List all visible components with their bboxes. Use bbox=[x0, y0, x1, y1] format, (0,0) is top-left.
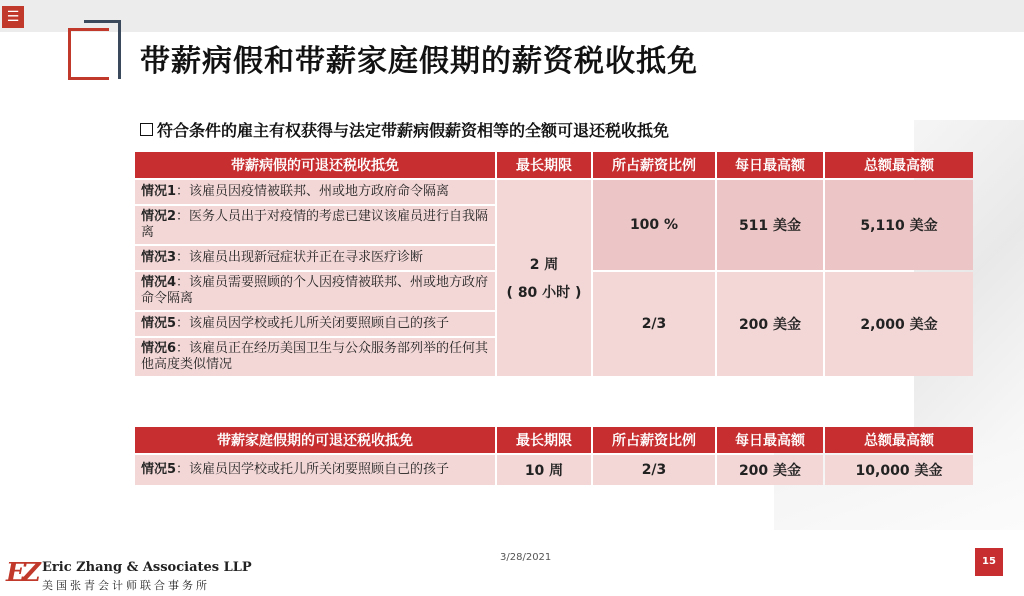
case-cell: 情况3：该雇员出现新冠症状并正在寻求医疗诊断 bbox=[135, 246, 495, 270]
slide-date: 3/28/2021 bbox=[500, 552, 552, 563]
total-max-cell: 5,110 美金 bbox=[825, 180, 973, 270]
case-cell: 情况4：该雇员需要照顾的个人因疫情被联邦、州或地方政府命令隔离 bbox=[135, 272, 495, 310]
ratio-cell: 2/3 bbox=[593, 272, 715, 376]
brand-name-chinese: 美国张青会计师联合事务所 bbox=[42, 579, 210, 592]
daily-max-cell: 200 美金 bbox=[717, 455, 823, 485]
daily-max-cell: 511 美金 bbox=[717, 180, 823, 270]
family-leave-table bbox=[133, 425, 975, 487]
table-row bbox=[135, 180, 973, 204]
brand-name: Eric Zhang & Associates LLP bbox=[42, 560, 252, 575]
case-cell: 情况6：该雇员正在经历美国卫生与公众服务部列举的任何其他高度类似情况 bbox=[135, 338, 495, 376]
total-max-cell: 10,000 美金 bbox=[825, 455, 973, 485]
checkbox-bullet-icon bbox=[140, 123, 153, 136]
case-cell: 情况5：该雇员因学校或托儿所关闭要照顾自己的孩子 bbox=[135, 455, 495, 485]
hamburger-menu-icon[interactable]: ☰ bbox=[2, 6, 24, 28]
ratio-cell: 100 % bbox=[593, 180, 715, 270]
case-cell: 情况2：医务人员出于对疫情的考虑已建议该雇员进行自我隔离 bbox=[135, 206, 495, 244]
ez-logo-icon: EZ bbox=[6, 558, 37, 588]
header-cell: 最长期限 bbox=[497, 152, 591, 178]
subtitle bbox=[140, 118, 669, 141]
header-cell: 总额最高额 bbox=[825, 152, 973, 178]
header-cell: 所占薪资比例 bbox=[593, 152, 715, 178]
page-number-badge: 15 bbox=[975, 548, 1003, 576]
header-cell: 带薪家庭假期的可退还税收抵免 bbox=[135, 427, 495, 453]
top-bar bbox=[0, 0, 1024, 32]
sick-table-header bbox=[135, 152, 973, 178]
sick-leave-table bbox=[133, 150, 975, 378]
daily-max-cell: 200 美金 bbox=[717, 272, 823, 376]
header-cell: 带薪病假的可退还税收抵免 bbox=[135, 152, 495, 178]
header-cell: 总额最高额 bbox=[825, 427, 973, 453]
header-cell: 所占薪资比例 bbox=[593, 427, 715, 453]
table-row bbox=[135, 455, 973, 485]
family-table-header bbox=[135, 427, 973, 453]
header-cell: 每日最高额 bbox=[717, 427, 823, 453]
page-title: 带薪病假和带薪家庭假期的薪资税收抵免 bbox=[140, 44, 698, 79]
duration-cell: 10 周 bbox=[497, 455, 591, 485]
duration-cell: 2 周 ( 80 小时 ) bbox=[497, 180, 591, 376]
subtitle-text: 符合条件的雇主有权获得与法定带薪病假薪资相等的全额可退还税收抵免 bbox=[157, 121, 670, 140]
title-decoration-navy bbox=[84, 20, 121, 79]
total-max-cell: 2,000 美金 bbox=[825, 272, 973, 376]
header-cell: 最长期限 bbox=[497, 427, 591, 453]
header-cell: 每日最高额 bbox=[717, 152, 823, 178]
case-cell: 情况1：该雇员因疫情被联邦、州或地方政府命令隔离 bbox=[135, 180, 495, 204]
ratio-cell: 2/3 bbox=[593, 455, 715, 485]
case-cell: 情况5：该雇员因学校或托儿所关闭要照顾自己的孩子 bbox=[135, 312, 495, 336]
